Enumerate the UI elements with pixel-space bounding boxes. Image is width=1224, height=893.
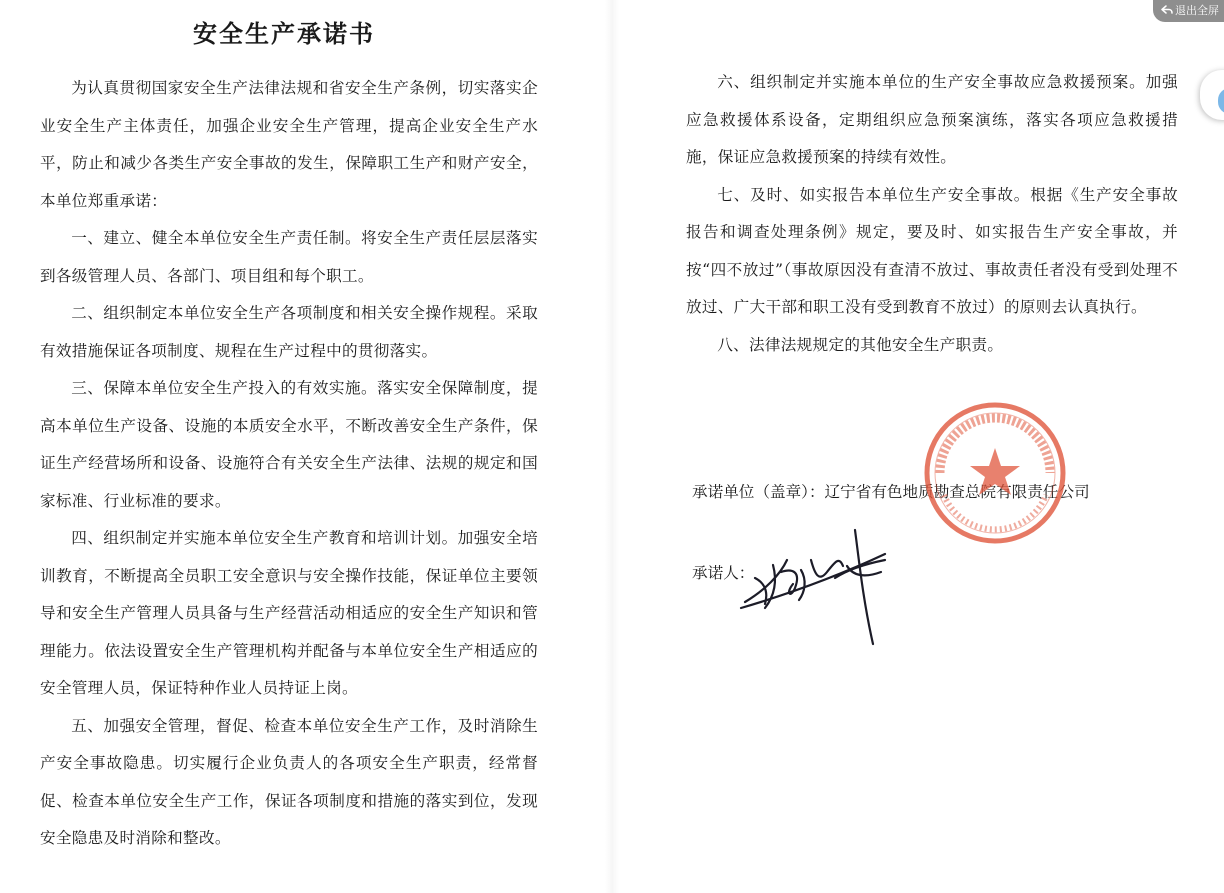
floating-assistant-icon (1218, 88, 1224, 114)
paragraph-item-8: 八、法律法规规定的其他安全生产职责。 (717, 335, 1004, 354)
paragraph-item-4: 四、组织制定并实施本单位安全生产教育和培训计划。加强安全培训教育，不断提高全员职工安全意识与安全操作技能，保证单位主要领导和安全生产管理人员具备与生产经营活动相适应的安全生产知识和管理能力。依法设置安全生产管理机构并配备与本单位安全生产相适应的安全管理人员，保证特种作业人员持证上岗。 (40, 529, 538, 697)
paragraph-item-7: 七、及时、如实报告本单位生产安全事故。根据《生产安全事故报告和调查处理条例》规定，要及时、如实报告生产安全事故，并按“四不放过”（事故原因没有查清不放过、事故责任者没有受到处理不放过、广大干部和职工没有受到教育不放过）的原则去认真执行。 (686, 185, 1178, 316)
right-column (686, 64, 1178, 364)
pledging-unit-name: 辽宁省有色地质勘查总院有限责任公司 (824, 483, 1090, 501)
return-arrow-icon (1161, 4, 1173, 16)
paragraph-item-2: 二、组织制定本单位安全生产各项制度和相关安全操作规程。采取有效措施保证各项制度、规程在生产过程中的贯彻落实。 (40, 304, 538, 360)
paragraph-item-3: 三、保障本单位安全生产投入的有效实施。落实安全保障制度，提高本单位生产设备、设施的本质安全水平，不断改善安全生产条件，保证生产经营场所和设备、设施符合有关安全生产法律、法规的规定和国家标准、行业标准的要求。 (40, 379, 538, 510)
paragraph-item-1: 一、建立、健全本单位安全生产责任制。将安全生产责任层层落实到各级管理人员、各部门、项目组和每个职工。 (40, 229, 538, 285)
page-gutter (605, 0, 619, 893)
paragraph-item-6: 六、组织制定并实施本单位的生产安全事故应急救援预案。加强应急救援体系设备，定期组织应急预案演练，落实各项应急救援措施，保证应急救援预案的持续有效性。 (686, 73, 1178, 166)
exit-fullscreen-label: 退出全屏 (1175, 4, 1219, 17)
paragraph-item-5: 五、加强安全管理，督促、检查本单位安全生产工作，及时消除生产安全事故隐患。切实履行企业负责人的各项安全生产职责，经常督促、检查本单位安全生产工作，保证各项制度和措施的落实到位，发现安全隐患及时消除和整改。 (40, 716, 538, 847)
pledging-unit-label: 承诺单位（盖章）： (692, 483, 825, 501)
official-seal-stamp (922, 400, 1068, 546)
left-column (40, 70, 538, 858)
paragraph-intro: 为认真贯彻国家安全生产法律法规和省安全生产条例，切实落实企业安全生产主体责任，加强企业安全生产管理，提高企业安全生产水平，防止和减少各类生产安全事故的发生，保障职工生产和财产安全，本单位郑重承诺： (40, 79, 538, 210)
document-title: 安全生产承诺书 (193, 19, 375, 48)
handwritten-signature (735, 520, 905, 650)
pledger-label: 承诺人： (692, 564, 755, 582)
exit-fullscreen-button[interactable] (1153, 0, 1224, 22)
